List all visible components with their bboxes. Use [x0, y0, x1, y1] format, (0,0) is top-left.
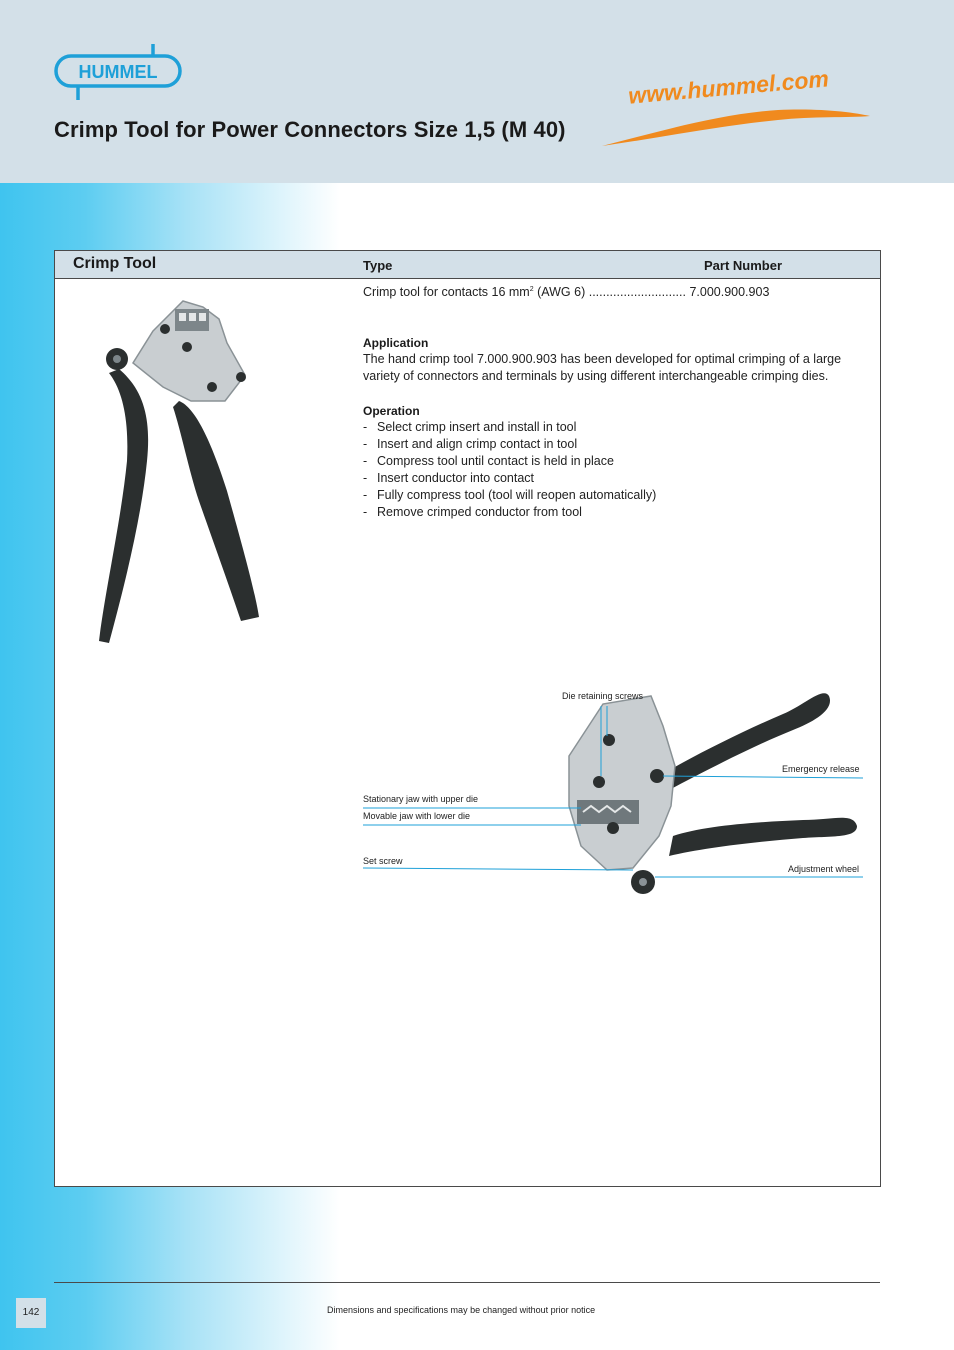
tool-diagram [363, 686, 863, 906]
operation-step: - Fully compress tool (tool will reopen automatically) [363, 487, 863, 504]
application-text: The hand crimp tool 7.000.900.903 has been developed for optimal crimping of a large variety of connectors and terminals by using different interchangeable crimping dies. [363, 352, 842, 383]
label-die-retaining-screws: Die retaining screws [562, 691, 644, 701]
page-number: 142 [16, 1298, 46, 1328]
label-stationary-jaw: Stationary jaw with upper die [363, 794, 479, 804]
spec-superscript: 2 [529, 286, 534, 293]
label-emergency-release: Emergency release [782, 764, 860, 774]
crimp-tool-photo-icon [95, 291, 275, 651]
operation-steps [363, 419, 863, 521]
operation-step: - Insert conductor into contact [363, 470, 863, 487]
spec-description-suffix: (AWG 6) ............................ [533, 285, 686, 299]
application-section [363, 336, 863, 385]
operation-step: - Remove crimped conductor from tool [363, 504, 863, 521]
application-heading: Application [363, 336, 429, 350]
hummel-logo-icon [50, 42, 185, 104]
logo-text: HUMMEL [78, 62, 158, 82]
column-header-part-number: Part Number [704, 258, 783, 273]
section-title: Crimp Tool [73, 255, 157, 272]
label-adjustment-wheel: Adjustment wheel [788, 864, 860, 874]
spec-part-number: 7.000.900.903 [689, 285, 770, 299]
product-box-header [55, 251, 880, 279]
page-title: Crimp Tool for Power Connectors Size 1,5 (M 40) [54, 117, 566, 142]
spec-row [363, 285, 769, 299]
website-link[interactable]: www.hummel.com [627, 65, 830, 109]
footer-note: Dimensions and specifications may be changed without prior notice [327, 1305, 596, 1315]
operation-step: - Compress tool until contact is held in place [363, 453, 863, 470]
operation-step: - Select crimp insert and install in tool [363, 419, 863, 436]
operation-heading: Operation [363, 404, 420, 418]
website-banner[interactable] [598, 65, 878, 154]
spec-description: Crimp tool for contacts 16 mm [363, 285, 530, 299]
label-movable-jaw: Movable jaw with lower die [363, 811, 471, 821]
label-set-screw: Set screw [363, 856, 403, 866]
product-box [54, 250, 881, 1187]
operation-section [363, 404, 863, 521]
footer-rule [54, 1282, 880, 1283]
operation-step: - Insert and align crimp contact in tool [363, 436, 863, 453]
column-header-type: Type [363, 258, 393, 273]
